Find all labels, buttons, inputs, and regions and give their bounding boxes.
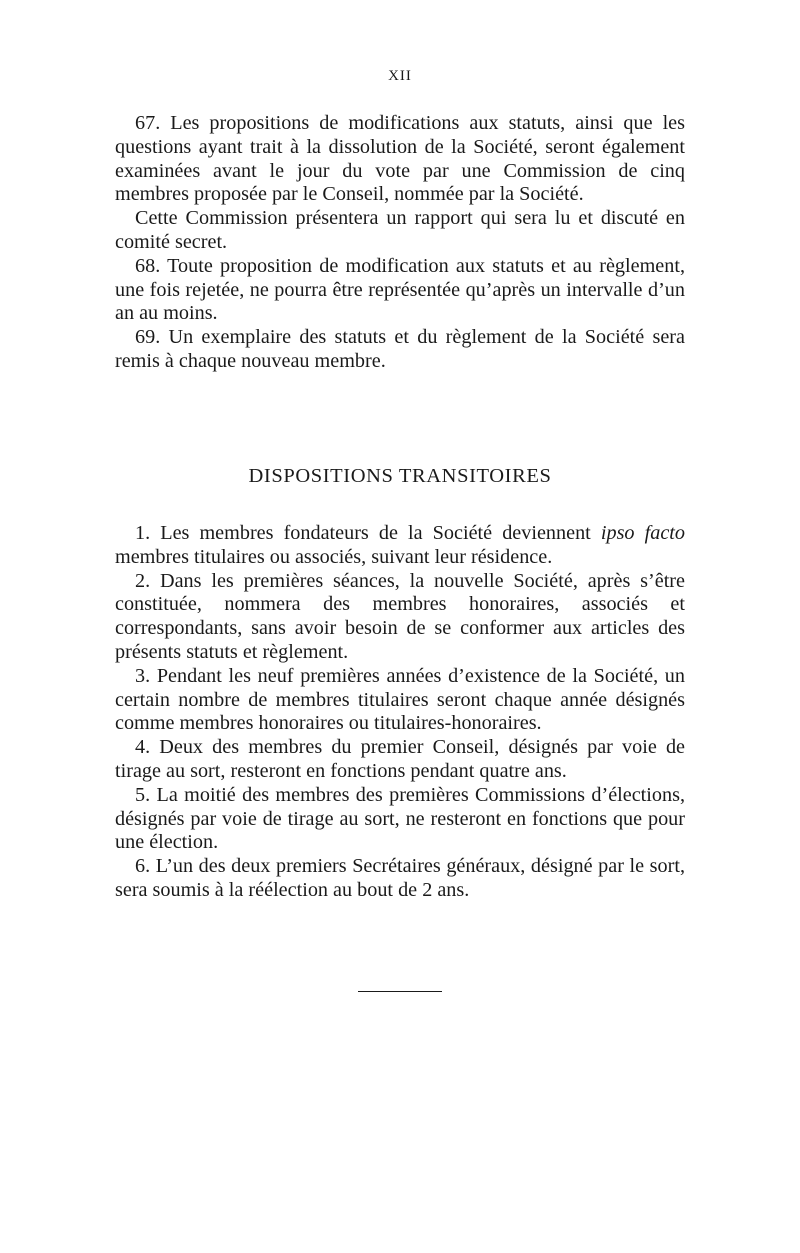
section-heading: DISPOSITIONS TRANSITOIRES xyxy=(248,465,552,487)
provision-4-paragraph: 4. Deux des membres du premier Conseil, désignés par voie de tirage au sort, resteront en fonctions pendant quatre ans. xyxy=(115,736,685,782)
provision-6-paragraph: 6. L’un des deux premiers Secrétaires généraux, désigné par le sort, sera soumis à la réélection au bout de 2 ans. xyxy=(115,855,685,901)
provision-1-text-start: 1. Les membres fondateurs de la Société deviennent xyxy=(135,522,601,544)
provision-3-paragraph: 3. Pendant les neuf premières années d’existence de la Société, un certain nombre de membres titulaires seront chaque année désignés comme membres honoraires ou titulaires-honoraires. xyxy=(115,664,685,735)
page-number: XII xyxy=(388,68,412,84)
statutes-articles-section xyxy=(115,112,685,374)
provision-1-italic-term: ipso facto xyxy=(600,522,685,544)
article-67-paragraph: 67. Les propositions de modifications aux statuts, ainsi que les questions ayant trait à la dissolution de la Société, seront également examinées avant le jour du vote par une Commission de cinq membres proposée par le Conseil, nommée par la Société. xyxy=(115,112,685,206)
provision-5-paragraph: 5. La moitié des membres des premières Commissions d’élections, désignés par voie de tirage au sort, ne resteront en fonctions que pour une élection. xyxy=(115,783,685,854)
transitional-provisions-section xyxy=(115,522,685,903)
provision-1-text-end: membres titulaires ou associés, suivant leur résidence. xyxy=(115,545,553,568)
closing-rule-divider xyxy=(358,991,442,992)
article-68-paragraph: 68. Toute proposition de modification aux statuts et au règlement, une fois rejetée, ne pourra être représentée qu’après un intervalle d’un an au moins. xyxy=(115,254,685,325)
provision-2-paragraph: 2. Dans les premières séances, la nouvelle Société, après s’être constituée, nommera des membres honoraires, associés et correspondants, sans avoir besoin de se conformer aux articles des présents statuts et règlement. xyxy=(115,569,685,663)
article-69-paragraph: 69. Un exemplaire des statuts et du règlement de la Société sera remis à chaque nouveau membre. xyxy=(115,326,685,372)
provision-1-paragraph xyxy=(115,522,685,570)
commission-report-paragraph: Cette Commission présentera un rapport qui sera lu et discuté en comité secret. xyxy=(115,207,685,253)
